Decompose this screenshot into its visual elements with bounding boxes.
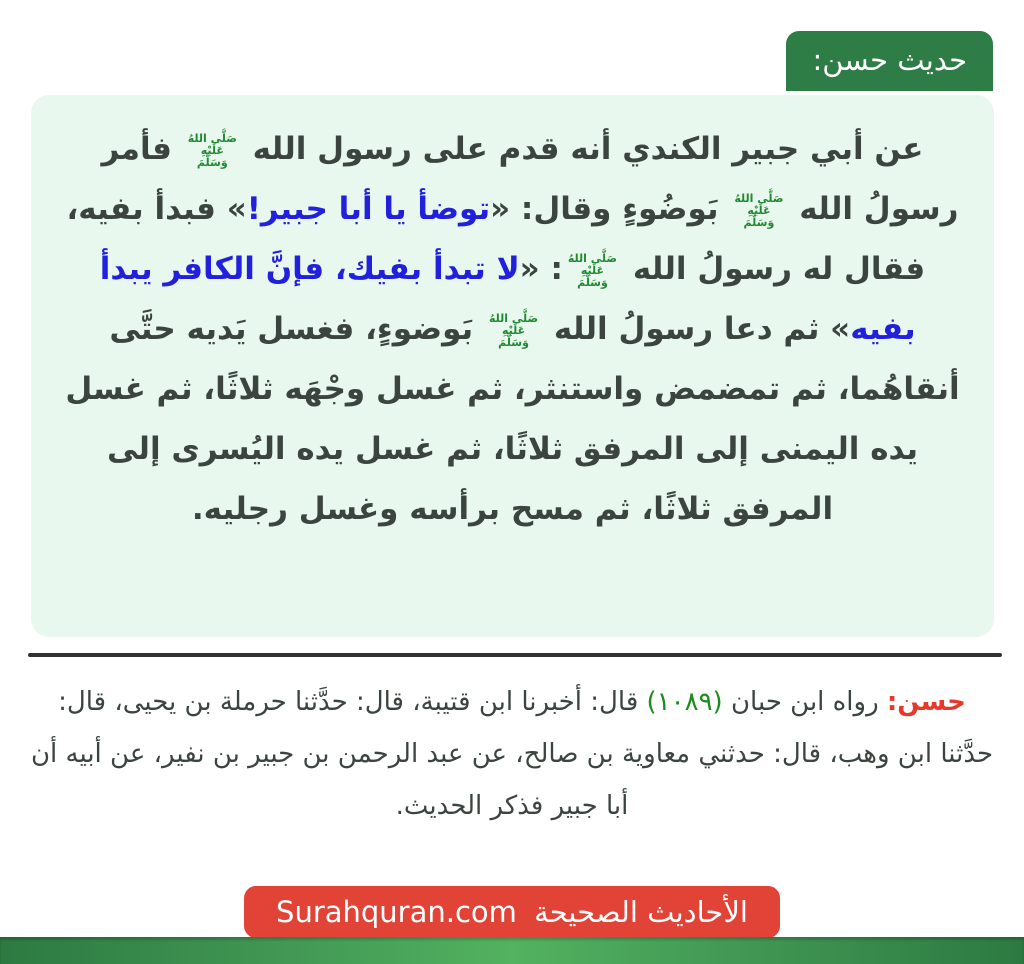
saw-ligature: صَلَّى اللهُ عَلَيْهِ وَسَلَّمَ <box>567 251 618 289</box>
separator-line <box>28 653 1002 657</box>
saw-ligature: صَلَّى اللهُ عَلَيْهِ وَسَلَّمَ <box>489 311 539 349</box>
grade-badge <box>786 31 993 91</box>
saw-ligature: صَلَّى اللهُ عَلَيْهِ وَسَلَّمَ <box>187 131 237 169</box>
hadith-text: عن أبي جبير الكندي أنه قدم على رسول الله صَلَّى اللهُ عَلَيْهِ وَسَلَّمَ فأمر رسولُ الله صَلَّى اللهُ عَلَيْهِ وَسَلَّمَ بَوضُوءٍ وقال: «توضأ يا أبا جبير!» فبدأ بفيه، فقال له رسولُ الله صَلَّى اللهُ عَلَيْهِ وَسَلَّمَ : «لا تبدأ بفيك، فإنَّ الكافر يبدأ بفيه» ثم دعا رسولُ الله صَلَّى اللهُ عَلَيْهِ وَسَلَّمَ بَوضوءٍ، فغسل يَديه حتَّى أنقاهُما، ثم تمضمض واستنثر، ثم غسل وجْهَه ثلاثًا، ثم غسل يده اليمنى إلى المرفق ثلاثًا، ثم غسل يده اليُسرى إلى المرفق ثلاثًا، ثم مسح برأسه وغسل رجليه. <box>65 131 960 527</box>
hadith-box <box>31 95 994 637</box>
takhrij-text: حسن: رواه ابن حبان (١٠٨٩) قال: أخبرنا ابن قتيبة، قال: حدَّثنا حرملة بن يحيى، قال: حدَّثنا ابن وهب، قال: حدثني معاوية بن صالح، عن عبد الرحمن بن جبير بن نفير، عن أبيه أن أبا جبير فذكر الحديث. <box>30 687 994 821</box>
site-banner <box>244 886 780 938</box>
grade-badge-label: حديث حسن: <box>812 43 967 77</box>
site-domain: Surahquran.com <box>276 895 517 929</box>
site-name-arabic: الأحاديث الصحيحة <box>534 895 748 929</box>
saw-ligature: صَلَّى اللهُ عَلَيْهِ وَسَلَّمَ <box>734 191 784 229</box>
bottom-gradient-bar <box>0 937 1024 964</box>
